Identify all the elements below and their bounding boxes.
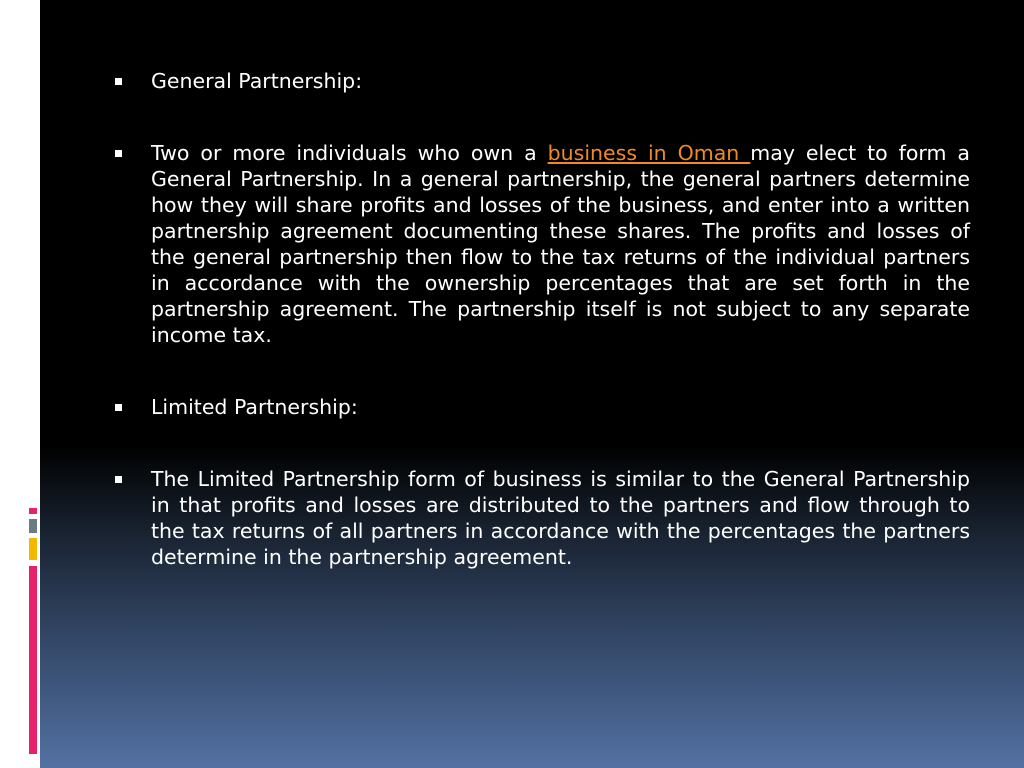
bullet-item-limited-partnership-heading (110, 394, 970, 420)
bullet-item-limited-partnership-body (110, 466, 970, 570)
bullet-text: The Limited Partnership form of business is similar to the General Partnership in that profits and losses are distributed to the partners and flow through to the tax returns of all partners in accordance with the percentages the partners determine in the partnership agreement. (151, 467, 970, 569)
square-bullet-icon (115, 150, 122, 157)
bullet-item-general-partnership-body (110, 140, 970, 348)
bullet-text-before-link: Two or more individuals who own a (151, 141, 548, 165)
slide-content (110, 68, 970, 616)
square-bullet-icon (115, 78, 122, 85)
business-in-oman-link[interactable]: business in Oman (547, 141, 751, 165)
accent-bar-yellow (29, 538, 37, 560)
bullet-text: Limited Partnership: (151, 395, 358, 419)
accent-bar-pink-top (29, 508, 37, 514)
bullet-text-after-link: may elect to form a General Partnership. In a general partnership, the general partners determine how they will share profits and losses of the business, and enter into a written partnership agreement documenting these shares. The profits and losses of the general partnership then flow to the tax returns of the individual partners in accordance with the ownership percentages that are set forth in the partnership agreement. The partnership itself is not subject to any separate income tax. (151, 141, 970, 347)
bullet-text: General Partnership: (151, 69, 363, 93)
accent-bar-pink-bottom (29, 566, 37, 754)
accent-bar-gray (29, 519, 37, 533)
square-bullet-icon (115, 404, 122, 411)
bullet-item-general-partnership-heading (110, 68, 970, 94)
square-bullet-icon (115, 476, 122, 483)
